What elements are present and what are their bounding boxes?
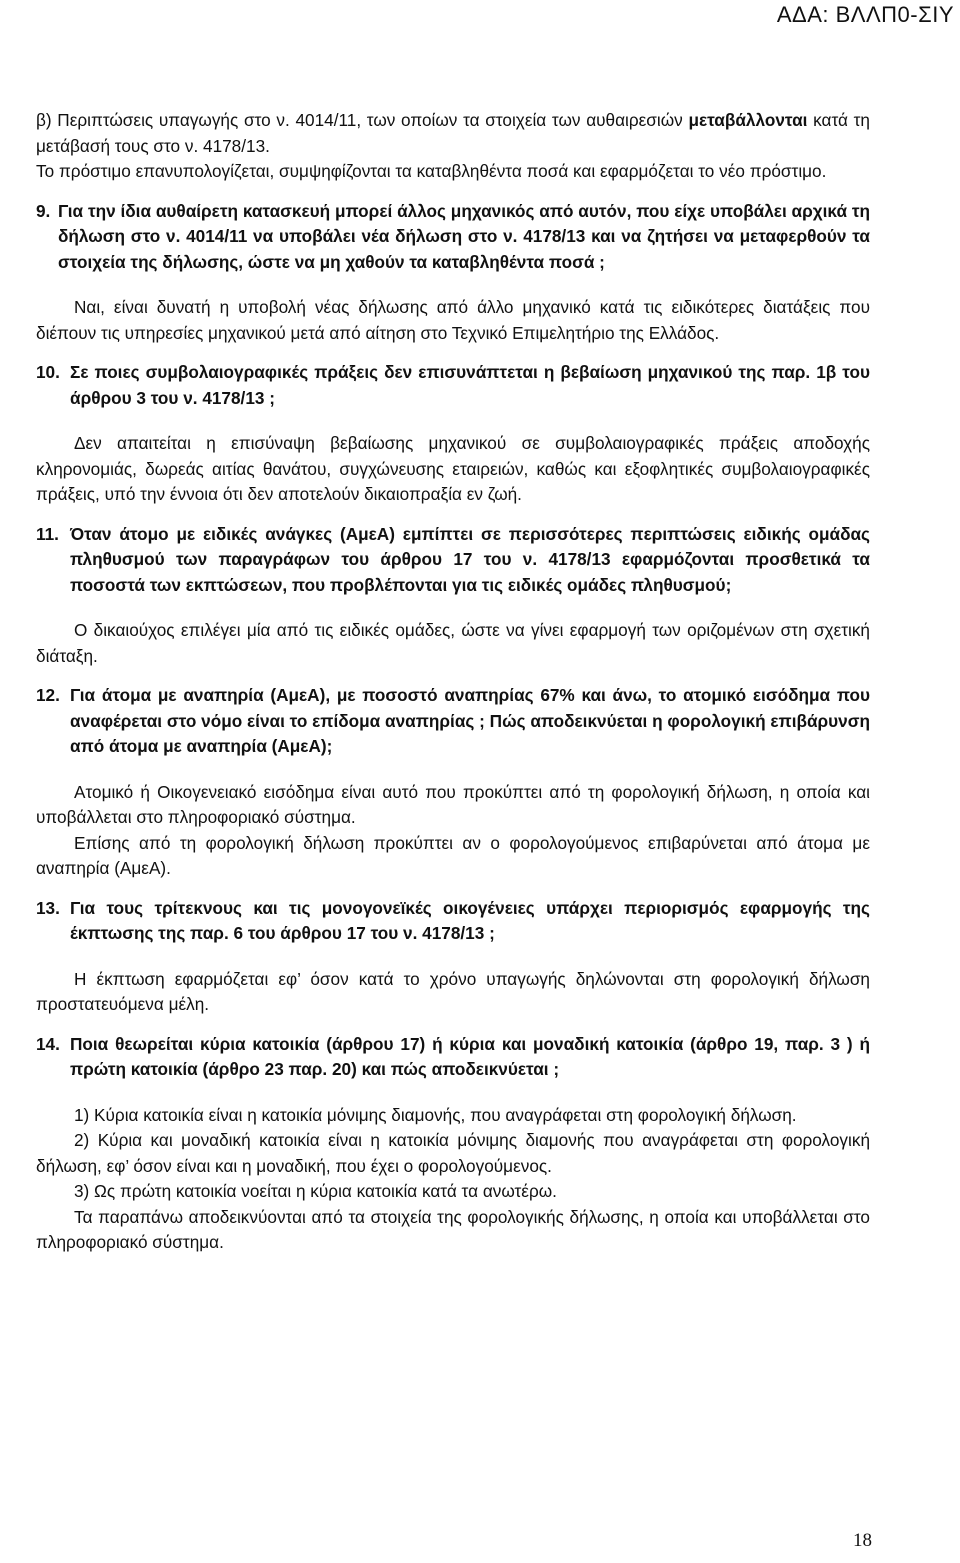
question-10-text: Σε ποιες συμβολαιογραφικές πράξεις δεν επισυνάπτεται η βεβαίωση μηχανικού της παρ. 1β του άρθρου 3 του ν. 4178/13 ; — [70, 362, 870, 408]
answer-11: Ο δικαιούχος επιλέγει μία από τις ειδικές ομάδες, ώστε να γίνει εφαρμογή των οριζομένων στη σχετική διάταξη. — [36, 620, 870, 666]
question-14-number: 14. — [36, 1033, 60, 1054]
question-11-number: 11. — [36, 523, 59, 544]
question-9-text: Για την ίδια αυθαίρετη κατασκευή μπορεί άλλος μηχανικός από αυτόν, που είχε υποβάλει αρχικά τη δήλωση στο ν. 4014/11 να υποβάλει νέα δήλωση στο ν. 4178/13 και να ζητήσει να μεταφερθούν τα στοιχεία της δήλωσης, ώστε να μη χαθούν τα καταβληθέντα ποσά ; — [58, 200, 870, 272]
question-14-text: Ποια θεωρείται κύρια κατοικία (άρθρου 17) ή κύρια και μοναδική κατοικία (άρθρο 19, παρ. 3 ) ή πρώτη κατοικία (άρθρο 23 παρ. 20) και πώς αποδεικνύεται ; — [70, 1033, 870, 1079]
answer-14-item-2: 2) Κύρια και μοναδική κατοικία είναι η κατοικία μόνιμης διαμονής που αναγράφεται στη φορολογική δήλωση, εφ’ όσον είναι και η μοναδική, που έχει ο φορολογούμενος. — [36, 1130, 870, 1176]
question-12-number: 12. — [36, 685, 60, 705]
question-14 — [36, 1032, 870, 1083]
answer-12-part-1: Ατομικό ή Οικογενειακό εισόδημα είναι αυτό που προκύπτει από τη φορολογική δήλωση, η οποία και υποβάλλεται στο πληροφοριακό σύστημα. — [36, 781, 870, 827]
intro-line-1: β) Περιπτώσεις υπαγωγής στο ν. 4014/11, των οποίων τα στοιχεία των — [36, 110, 581, 130]
intro-penalty-paragraph: Το πρόστιμο επανυπολογίζεται, συμψηφίζονται τα καταβληθέντα ποσά και εφαρμόζεται το νέο πρόστιμο. — [36, 161, 827, 181]
intro-line-2-post: κατά τη μετάβασή τους στο ν. 4178/13. — [36, 110, 870, 156]
ada-code: ΑΔΑ: ΒΛΛΠ0-ΣΙΥ — [776, 2, 954, 27]
question-13 — [36, 896, 870, 947]
question-13-text: Για τους τρίτεκνους και τις μονογονεϊκές οικογένειες υπάρχει περιορισμός εφαρμογής της έκπτωσης της παρ. 6 του άρθρου 17 του ν. 4178/13 ; — [70, 897, 870, 943]
answer-10: Δεν απαιτείται η επισύναψη βεβαίωσης μηχανικού σε συμβολαιογραφικές πράξεις αποδοχής κληρονομιάς, δωρεάς αιτίας θανάτου, συγχώνευσης εταιρειών, καθώς και εξοφλητικές συμβολαιογραφικές πράξεις, υπό την έννοια ότι δεν αποτελούν δικαιοπραξία εν ζωή. — [36, 433, 870, 504]
question-10 — [36, 360, 870, 411]
answer-13: Η έκπτωση εφαρμόζεται εφ’ όσον κατά το χρόνο υπαγωγής δηλώνονται στη φορολογική δήλωση προστατευόμενα μέλη. — [36, 968, 870, 1014]
intro-paragraph — [36, 108, 870, 159]
question-11-text: Όταν άτομο με ειδικές ανάγκες (ΑμεΑ) εμπίπτει σε περισσότερες περιπτώσεις ειδικής ομάδας πληθυσμού των παραγράφων του άρθρου 17 του ν. 4178/13 εφαρμόζονται προσθετικά τα ποσοστά των εκπτώσεων, που προβλέπονται για τις ειδικές ομάδες πληθυσμού; — [70, 523, 870, 595]
document-body — [36, 108, 870, 1256]
question-9 — [36, 199, 870, 276]
intro-bold-word: μεταβάλλονται — [688, 110, 808, 130]
intro-line-2-pre: αυθαιρεσιών — [586, 110, 689, 130]
question-11 — [36, 522, 870, 599]
page-number: 18 — [853, 1530, 872, 1551]
question-9-number: 9. — [36, 200, 51, 221]
answer-9: Ναι, είναι δυνατή η υποβολή νέας δήλωσης από άλλο μηχανικό κατά τις ειδικότερες διατάξεις που διέπουν τις υπηρεσίες μηχανικού μετά από αίτηση στο Τεχνικό Επιμελητήριο της Ελλάδος. — [36, 297, 870, 343]
question-10-number: 10. — [36, 362, 60, 382]
answer-12-part-2: Επίσης από τη φορολογική δήλωση προκύπτει αν ο φορολογούμενος επιβαρύνεται από άτομα με αναπηρία (ΑμεΑ). — [36, 832, 870, 878]
answer-14-note: Τα παραπάνω αποδεικνύονται από τα στοιχεία της φορολογικής δήλωσης, η οποία και υποβάλλεται στο πληροφοριακό σύστημα. — [36, 1206, 870, 1252]
answer-14-item-1: 1) Κύρια κατοικία είναι η κατοικία μόνιμης διαμονής, που αναγράφεται στη φορολογική δήλωση. — [74, 1104, 797, 1125]
question-12 — [36, 683, 870, 760]
answer-14-item-3: 3) Ως πρώτη κατοικία νοείται η κύρια κατοικία κατά τα ανωτέρω. — [74, 1181, 557, 1201]
question-13-number: 13. — [36, 897, 60, 918]
question-12-text: Για άτομα με αναπηρία (ΑμεΑ), με ποσοστό αναπηρίας 67% και άνω, το ατομικό εισόδημα που αναφέρεται στο νόμο είναι το επίδομα αναπηρίας ; Πώς αποδεικνύεται η φορολογική επιβάρυνση από άτομα με αναπηρία (ΑμεΑ); — [70, 685, 870, 756]
